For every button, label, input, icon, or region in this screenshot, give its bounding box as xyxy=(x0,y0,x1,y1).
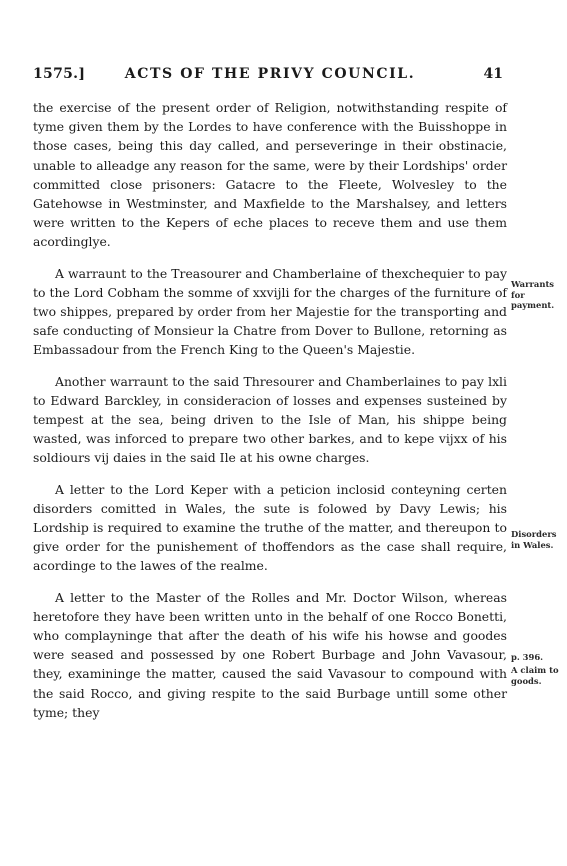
header-title: ACTS OF THE PRIVY COUNCIL. xyxy=(124,66,416,82)
paragraph-warrant-cobham: A warraunt to the Treasourer and Chamberlaine of thexchequier to pay to the Lord Cobham the somme of xxvijli for the charges of the furniture of two shippes, prepared by order from her Majestie for the transporting and safe conducting of Monsieur la Chatre from Dover to Bullone, retorning as Embassadour from the French King to the Queen's Majestie. xyxy=(33,265,507,358)
margin-note-claim: A claim to goods. xyxy=(511,665,559,686)
document-body xyxy=(33,98,507,722)
margin-note-page-ref: p. 396. xyxy=(511,652,544,662)
paragraph-warrant-barckley: Another warraunt to the said Thresourer and Chamberlaines to pay lxli to Edward Barckley, in consideracion of losses and expenses susteined by tempest at the sea, being driven to the Isle of Man, his shippe being wasted, was inforced to prepare two other barkes, and to kepe vijxx of his soldiours vij daies in the said Ile at his owne charges. xyxy=(33,373,507,466)
header-year: 1575.] xyxy=(33,66,86,82)
paragraph-religion-prisoners: the exercise of the present order of Religion, notwithstanding respite of tyme given them by the Lordes to have conference with the Buisshoppe in those cases, being this day called, and perseveringe in their obstinacie, unable to alleadge any reason for the same, were by their Lordships' order committed close prisoners: Gatacre to the Fleete, Wolvesley to the Gatehowse in Westminster, and Maxfielde to the Marshalsey, and letters were written to the Kepers of eche places to receve them and use them acordinglye. xyxy=(33,100,507,250)
margin-note-warrants: Warrants for payment. xyxy=(511,279,555,310)
page-number: 41 xyxy=(483,66,503,82)
paragraph-letter-master-rolles: A letter to the Master of the Rolles and Mr. Doctor Wilson, whereas heretofore they have been written unto in the behalf of one Rocco Bonetti, who complayninge that after the death of his wife his howse and goodes were seased and possessed by one Robert Burbage and John Vavasour, they, examininge the matter, caused the said Vavasour to compound with the said Rocco, and giving respite to the said Burbage untill some other tyme; they xyxy=(33,589,507,720)
page-header xyxy=(33,66,507,88)
paragraph-letter-lord-keper: A letter to the Lord Keper with a peticion inclosid conteyning certen disorders comitted in Wales, the sute is folowed by Davy Lewis; his Lordship is required to examine the truthe of the matter, and thereupon to give order for the punishement of thoffendors as the case shall require, acordinge to the lawes of the realme. xyxy=(33,481,507,574)
margin-note-disorders: Disorders in Wales. xyxy=(511,529,557,550)
